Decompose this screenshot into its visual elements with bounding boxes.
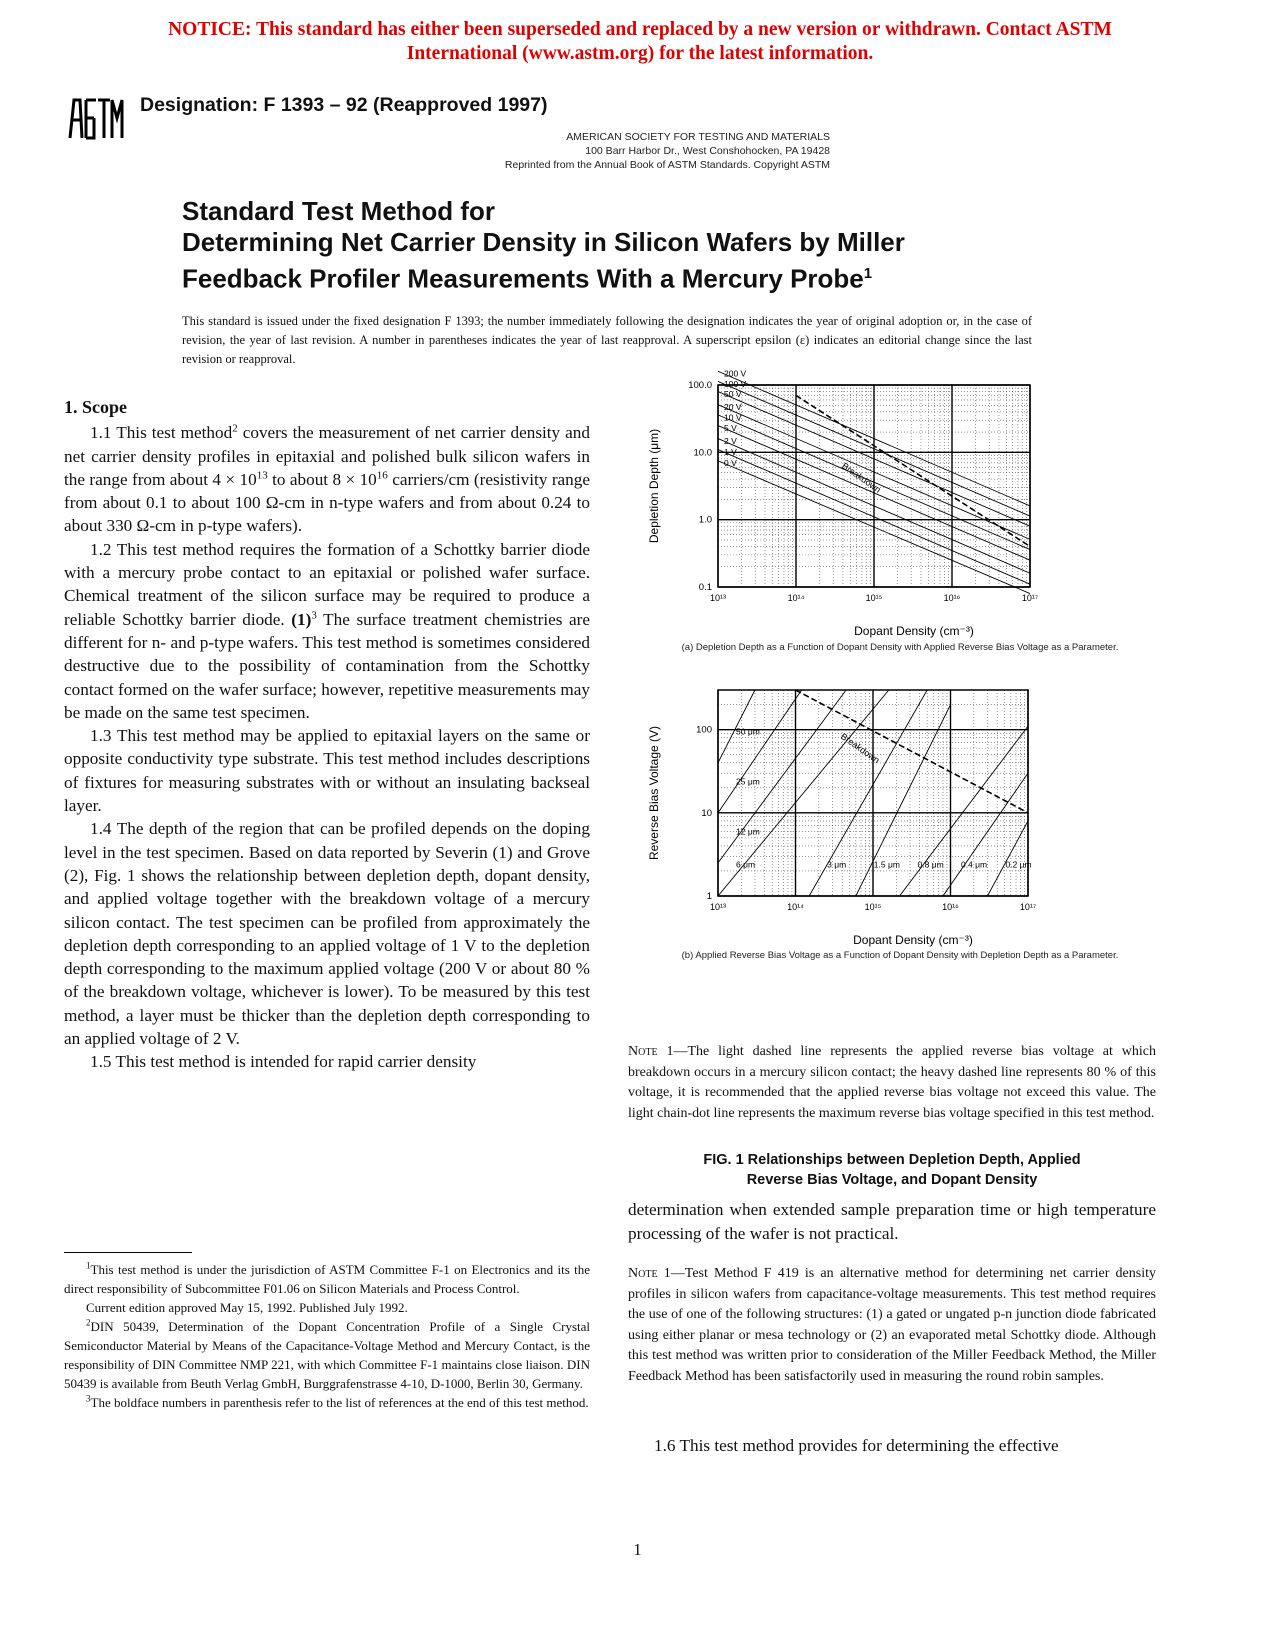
chart-a-y-tick-label: 10.0 [693,447,712,459]
chart-a-x-tick-label: 10¹⁶ [943,593,961,603]
paragraph-1-2: 1.2 This test method requires the formation of a Schottky barrier diode with a mercury probe contact to an epitaxial or polished wafer surface. Chemical treatment of the silicon surface may be required to produce a reliable Schottky barrier diode. $(1)^3$ The surface treatment chemistries are different for n- and p-type wafers. This test method is sometimes considered destructive due to the possibility of contamination from the Schottky contact formed on the wafer surface; however, repetitive measurements may be made on the same test specimen. [64,539,590,722]
chart-a-x-tick-label: 10¹⁴ [787,593,805,603]
chart-a-series-label: 100 V [724,378,747,389]
chart-b-y-tick-label: 10 [701,807,712,819]
chart-b-series-label: 0.4 μm [960,859,988,870]
chart-b-series-line [900,726,1028,896]
designation: Designation: F 1393 – 92 (Reapproved 1997) [140,94,548,116]
chart-b-series-label: 1.5 μm [873,859,900,870]
chart-b-x-tick-label: 10¹⁶ [942,902,959,912]
society-name: AMERICAN SOCIETY FOR TESTING AND MATERIALS [566,131,830,143]
chart-depletion-depth [640,368,1160,640]
chart-a-x-tick-label: 10¹⁷ [1021,593,1039,603]
chart-b-x-axis-title: Dopant Density (cm⁻³) [853,933,973,947]
figure-note: Note 1—The light dashed line represents the applied reverse bias voltage at which breakdown occurs in a mercury silicon contact; the heavy dashed line represents 80 % of this voltage, it is recommended that the applied reverse bias voltage not exceed this value. The light chain-dot line represents the maximum reverse bias voltage specified in this test method. [628,1044,1156,1121]
paragraph-1-5-continued: determination when extended sample preparation time or high temperature processing of the wafer is not practical. [628,1200,1156,1243]
paragraph-1-4: 1.4 The depth of the region that can be profiled depends on the doping level in the test specimen. Based on data reported by Severin (1) and Grove (2), Fig. 1 shows the relationship between depletion depth, dopant density, and applied voltage together with the breakdown voltage of a mercury silicon contact. The test specimen can be profiled from approximately the depletion depth corresponding to an applied voltage of 1 V to the depletion depth corresponding to the maximum applied voltage (200 V or about 80 % of the breakdown voltage, whichever is lower). To be measured by this test method, a layer must be thicker than the depletion depth corresponding to an applied voltage of 2 V. [64,819,590,1049]
chart-b-y-tick-label: 100 [696,724,712,736]
chart-b-series-label: 12 μm [736,826,760,837]
chart-b-series-label: 3 μm [827,859,847,870]
notice-banner: NOTICE: This standard has either been superseded and replaced by a new version or withdrawn. Contact ASTM International (www.astm.org) for the latest information. [168,19,1112,64]
footnotes [64,1260,590,1412]
society-block [330,130,830,172]
page-number: 1 [633,1540,642,1559]
chart-a-x-tick-label: 10¹³ [709,593,727,603]
chart-a-x-axis-title: Dopant Density (cm⁻³) [854,624,974,638]
astm-logo-icon [66,92,126,142]
chart-b-x-tick-label: 10¹⁷ [1019,902,1037,912]
footnote-divider [64,1252,192,1253]
chart-a-y-tick-label: 100.0 [688,380,712,391]
paragraph-1-6: 1.6 This test method provides for determining the effective [654,1436,1059,1455]
title-line-3: Feedback Profiler Measurements With a Mercury Probe$^1$ [182,263,873,294]
chart-b-series-label: 6 μm [736,859,756,870]
chart-a-series-label: 5 V [724,422,737,433]
chart-b-series-label: 0.2 μm [1005,859,1032,870]
chart-a-y-tick-label: 0.1 [698,582,712,593]
paragraph-1-3: 1.3 This test method may be applied to epitaxial layers on the same or opposite conductivity type substrate. This test method includes descriptions of fixtures for measuring substrates with or without an insulating backseal layer. [64,726,590,816]
right-column-text [628,1198,1156,1245]
chart-a-annotation: Breakdown [840,460,883,495]
document-title [182,196,1062,295]
chart-b-x-tick-label: 10¹⁴ [787,902,804,912]
chart-b-x-tick-label: 10¹⁵ [864,902,882,912]
chart-a-series-label: 50 V [724,388,742,399]
society-reprint: Reprinted from the Annual Book of ASTM Standards. Copyright ASTM [504,159,830,171]
issued-statement: This standard is issued under the fixed designation F 1393; the number immediately following the designation indicates the year of original adoption or, in the case of revision, the year of last revision. A number in parentheses indicates the year of last reapproval. A superscript epsilon (ε) indicates an editorial change since the last revision or reapproval. [182,314,1032,366]
chart-a-y-tick-label: 1.0 [698,514,712,526]
chart-a-x-tick-label: 10¹⁵ [865,593,883,603]
figure-title-line-1: FIG. 1 Relationships between Depletion Depth, Applied [703,1152,1081,1168]
footnote-3: $^3$The boldface numbers in parenthesis refer to the list of references at the end of this test method. [86,1393,589,1410]
figure-title-line-2: Reverse Bias Voltage, and Dopant Density [746,1172,1038,1188]
left-column [64,396,590,1074]
chart-a-series-label: 1 V [724,446,737,457]
chart-b-y-axis-title: Reverse Bias Voltage (V) [647,725,661,861]
figure-title [628,1150,1156,1190]
note-alternative-method: Note 1—Test Method F 419 is an alternative method for determining net carrier density profiles in silicon wafers from capacitance-voltage measurements. This test method requires the use of one of the following structures: (1) a gated or ungated p-n junction diode fabricated using either planar or mesa technology or (2) an evaporated metal Schottky diode. Although this test method was written prior to consideration of the Miller Feedback Method, the Miller Feedback Method has been satisfactorily used in measuring the round robin samples. [628,1266,1156,1384]
figure-1b [640,686,1160,976]
chart-a-series-label: 10 V [724,412,742,423]
chart-b-series-line [796,690,1029,813]
chart-b-x-tick-label: 10¹³ [709,902,727,912]
chart-b-y-tick-label: 1 [706,891,712,902]
figure-1b-caption: (b) Applied Reverse Bias Voltage as a Function of Dopant Density with Depletion Depth as a Parameter. [681,950,1119,961]
chart-a-series-label: 200 V [724,368,747,379]
chart-b-series-label: 25 μm [736,776,760,787]
chart-b-series-line [943,773,1028,896]
title-line-1: Standard Test Method for [182,196,495,226]
chart-a-series-line [796,395,1030,546]
chart-a-series-label: 2 V [724,436,737,447]
chart-b-series-label: 50 μm [736,726,760,737]
footnote-1: $^1$This test method is under the jurisdiction of ASTM Committee F-1 on Electronics and its the direct responsibility of Subcommittee F01.06 on Silicon Materials and Process Control. [64,1260,590,1296]
figure-1a [640,368,1160,670]
paragraph-1-5: 1.5 This test method is intended for rapid carrier density [90,1052,477,1072]
title-footnote-ref: 1 [863,265,873,282]
society-address: 100 Barr Harbor Dr., West Conshohocken, PA 19428 [585,145,830,157]
chart-b-series-line [987,821,1028,896]
chart-a-y-axis-title: Depletion Depth (μm) [647,428,661,544]
chart-b-annotation: Breakdown [838,731,882,766]
chart-b-series-line [718,690,802,813]
title-line-2: Determining Net Carrier Density in Silicon Wafers by Miller [182,227,905,257]
chart-reverse-bias [640,686,1160,950]
chart-b-series-label: 0.8 μm [917,859,944,870]
footnote-1b: Current edition approved May 15, 1992. Published July 1992. [86,1300,408,1315]
astm-logo [66,92,126,142]
section-heading-scope: 1. Scope [64,397,127,417]
chart-a-series-label: 20 V [724,402,742,413]
footnote-2: $^2$DIN 50439, Determination of the Dopant Concentration Profile of a Single Crystal Semiconductor Material by Means of the Capacitance-Voltage Method and Mercury Contact, is the responsibility of DIN Committee NMP 221, with which Committee F-1 maintains close liaison. DIN 50439 is available from Beuth Verlag GmbH, Burggrafenstrasse 4-10, D-1000, Berlin 30, Germany. [64,1317,590,1391]
chart-a-series-label: 0 V [724,458,737,469]
figure-1a-caption: (a) Depletion Depth as a Function of Dopant Density with Applied Reverse Bias Voltage as a Parameter. [681,642,1119,653]
paragraph-1-1: 1.1 This test method$^2$ covers the measurement of net carrier density and net carrier density profiles in epitaxial and polished bulk silicon wafers in the range from about $4 \times 10^{13}$ to about $8 \times 10^{16}$ carriers/cm (resistivity range from about 0.1 to about 100 Ω-cm in n-type wafers and from about 0.24 to about 330 Ω-cm in p-type wafers). [64,422,590,536]
